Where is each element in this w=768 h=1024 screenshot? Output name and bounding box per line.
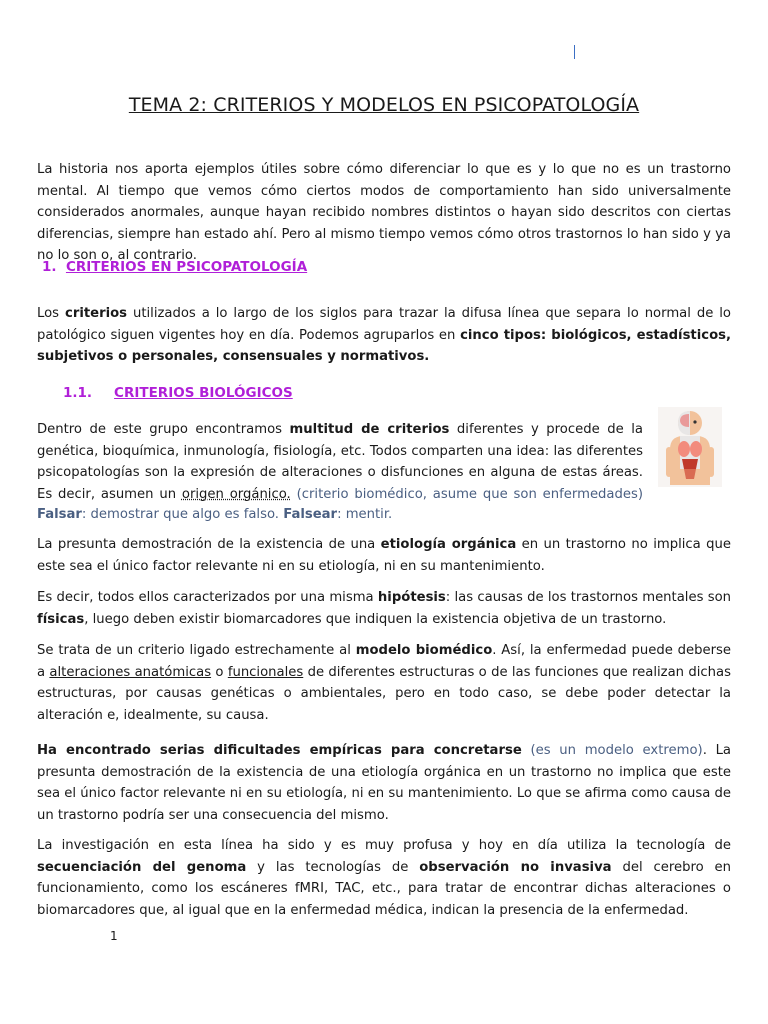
section-title: CRITERIOS EN PSICOPATOLOGÍA xyxy=(65,259,308,275)
paragraph-research: La investigación en esta línea ha sido y es muy profusa y hoy en día utiliza la tecnología de secuenciación del genoma y las tecnologías de observación no invasiva del cerebro en funcionamiento, como los escáneres fMRI, TAC, etc., para tratar de encontrar dichas alteraciones o biomarcadores que, al igual que en la enfermedad médica, indican la presencia de la enfermedad. xyxy=(37,838,731,918)
paragraph-hypothesis: Es decir, todos ellos caracterizados por una misma hipótesis: las causas de los trastornos mentales son físicas, luego deben existir biomarcadores que indiquen la existencia objetiva de un trastorno. xyxy=(37,590,731,627)
section-number: 1. xyxy=(42,259,57,275)
text-cursor xyxy=(574,45,575,59)
human-anatomy-icon xyxy=(658,407,722,487)
section-heading-1 xyxy=(42,259,307,275)
paragraph-empirical-difficulties: Ha encontrado serias dificultades empíricas para concretarse (es un modelo extremo). La presunta demostración de la existencia de una etiología orgánica en un trastorno no implica que este sea el único factor relevante ni en su etiología, ni en su mantenimiento. Lo que se afirma como causa de un trastorno podría ser una consecuencia del mismo. xyxy=(37,743,731,823)
intro-paragraph: La historia nos aporta ejemplos útiles sobre cómo diferenciar lo que es y lo que no es un trastorno mental. Al tiempo que vemos cómo ciertos modos de comportamiento han sido universalmente considerados anormales, aunque hayan recibido nombres distintos o hayan sido descritos con ciertas diferencias, siempre han estado ahí. Pero al mismo tiempo vemos cómo otros trastornos lo han sido y ya no lo son o, al contrario. xyxy=(37,162,731,264)
paragraph-organic-etiology: La presunta demostración de la existencia de una etiología orgánica en un trastorno no implica que este sea el único factor relevante ni en su etiología, ni en su mantenimiento. xyxy=(37,537,731,574)
section-heading-1-1 xyxy=(63,385,293,401)
definition-note: Falsar: demostrar que algo es falso. Falsear: mentir. xyxy=(37,507,393,523)
page-title: TEMA 2: CRITERIOS Y MODELOS EN PSICOPATOLOGÍA xyxy=(128,94,640,116)
biological-criteria-paragraph: Dentro de este grupo encontramos multitud de criterios diferentes y procede de la genética, bioquímica, inmunología, fisiología, etc. Todos comparten una idea: las diferentes psicopatologías son la expresión de alteraciones o disfunciones en alguna de estas áreas. Es decir, asumen un origen orgánico. (criterio biomédico, asume que son enfermedades) xyxy=(37,422,644,502)
subsection-number: 1.1. xyxy=(63,385,93,401)
page-number: 1 xyxy=(110,929,118,943)
paragraph-biomedical-model: Se trata de un criterio ligado estrechamente al modelo biomédico. Así, la enfermedad puede deberse a alteraciones anatómicas o funcionales de diferentes estructuras o de las funciones que realizan dichas estructuras, por causas genéticas o ambientales, pero en todo caso, se debe poder detectar la alteración e, idealmente, su causa. xyxy=(37,643,732,723)
subsection-title: CRITERIOS BIOLÓGICOS xyxy=(114,385,293,401)
section-1-paragraph: Los criterios utilizados a lo largo de los siglos para trazar la difusa línea que separa lo normal de lo patológico siguen vigentes hoy en día. Podemos agruparlos en cinco tipos: biológicos, estadísticos, subjetivos o personales, consensuales y normativos. xyxy=(37,306,731,365)
